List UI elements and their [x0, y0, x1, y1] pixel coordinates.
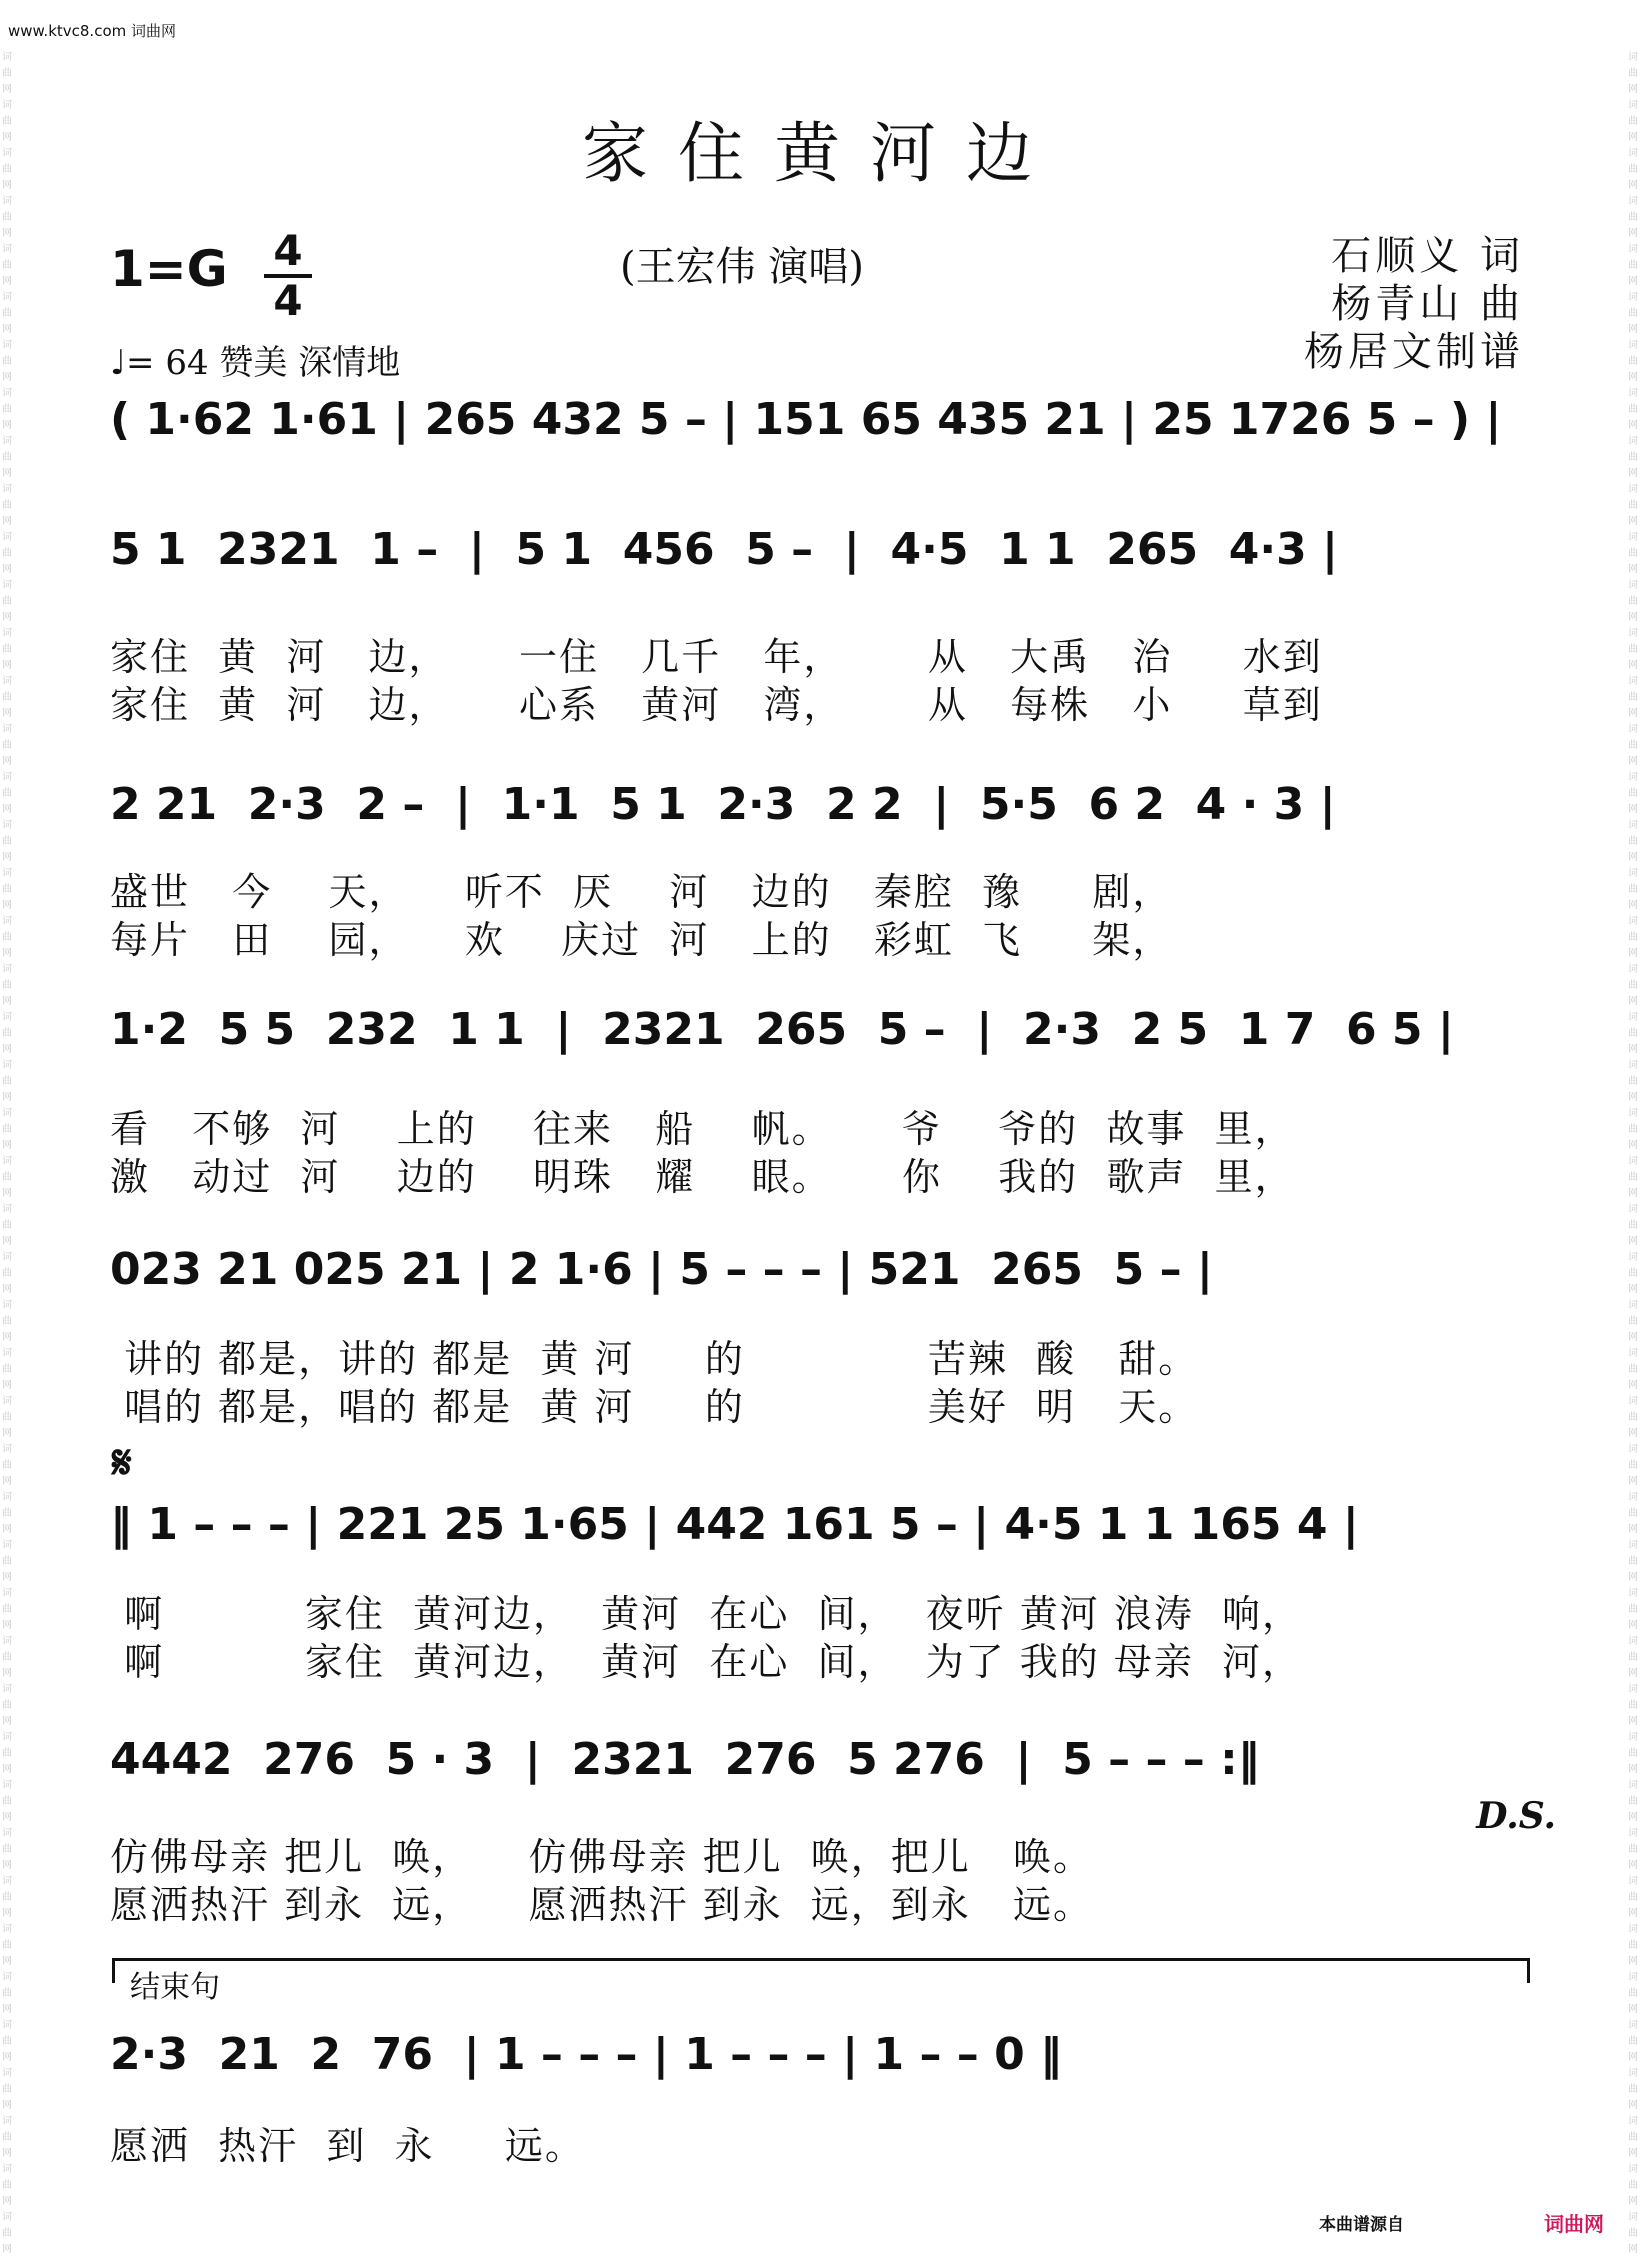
lyrics-verse-2: 愿洒热汗 到永 远， 愿洒热汗 到永 远，到永 远。 [110, 1883, 1094, 1927]
performer: (王宏伟 演唱) [620, 244, 864, 290]
lyrics-verse-2: 啊 家住 黄河边， 黄河 在心 间， 为了 我的 母亲 河， [110, 1640, 1302, 1684]
lyrics-verse-2: 唱的 都是，唱的 都是 黄 河 的 美好 明 天。 [110, 1385, 1199, 1429]
site-url: www.ktvc8.com 词曲网 [8, 22, 177, 40]
key-signature: 1=G [110, 240, 228, 298]
lyrics-verse-2: 家住 黄 河 边， 心系 黄河 湾， 从 每株 小 草到 [110, 683, 1323, 727]
time-signature-bottom: 4 [273, 276, 303, 325]
score-system-3 [110, 995, 1530, 1201]
time-signature [264, 226, 312, 325]
lyrics-verse-2: 激 动过 河 边的 明珠 耀 眼。 你 我的 歌声 里， [110, 1155, 1295, 1199]
tempo-marking: ♩= 64 赞美 深情地 [110, 343, 401, 383]
footer-source: 本曲谱源自 [1319, 2215, 1404, 2235]
notation-line: ‖ 1 – – – | 221 25 1·65 | 442 161 5 – | 4·5 1 1 165 4 | [110, 1499, 1359, 1550]
notation-line: 2·3 21 2 76 | 1 – – – | 1 – – – | 1 – – 0 ‖ [110, 2029, 1063, 2080]
score-system-5 [110, 1490, 1530, 1686]
lyricist: 石顺义 词 [1331, 233, 1524, 279]
score-system-1 [110, 515, 1530, 729]
score-system-4 [110, 1235, 1530, 1431]
lyrics-verse-1: 啊 家住 黄河边， 黄河 在心 间， 夜听 黄河 浪涛 响， [110, 1592, 1302, 1636]
lyrics-ending: 愿洒 热汗 到 永 远。 [110, 2124, 585, 2168]
credits [1304, 232, 1524, 376]
composer: 杨青山 曲 [1331, 281, 1524, 327]
dal-segno-mark: D.S. [1476, 1795, 1556, 1837]
time-signature-top: 4 [273, 226, 303, 275]
notation-line: 5 1 2321 1 – | 5 1 456 5 – | 4·5 1 1 265 4·3 | [110, 524, 1339, 575]
segno-sign: 𝄋 [112, 1435, 132, 1489]
lyrics-verse-1: 仿佛母亲 把儿 唤， 仿佛母亲 把儿 唤，把儿 唤。 [110, 1835, 1094, 1879]
notation-line: 4442 276 5 · 3 | 2321 276 5 276 | 5 – – – :‖ [110, 1734, 1260, 1785]
notation-line: 1·2 5 5 232 1 1 | 2321 265 5 – | 2·3 2 5 1 7 6 5 | [110, 1004, 1454, 1055]
notation-line: 2 21 2·3 2 – | 1·1 5 1 2·3 2 2 | 5·5 6 2 4 · 3 | [110, 779, 1336, 830]
notation-line: 023 21 025 21 | 2 1·6 | 5 – – – | 521 265 5 – | [110, 1244, 1213, 1295]
ending-bracket [112, 1958, 1530, 1983]
score-system-intro [110, 385, 1530, 455]
side-watermark-right: 词曲网词曲网词曲网词曲网词曲网词曲网词曲网词曲网词曲网词曲网词曲网词曲网词曲网词曲网词曲网词曲网词曲网词曲网词曲网词曲网词曲网词曲网词曲网词曲网词曲网词曲网词曲网词曲网词曲网词曲网词曲网词曲网词曲网词曲网词曲网词曲网词曲网词曲网词曲网词曲网词曲网词曲网词曲网词曲网词曲网词曲网 [1628, 52, 1638, 2255]
notation-line: ( 1·62 1·61 | 265 432 5 – | 151 65 435 21 | 25 1726 5 – ) | [110, 394, 1502, 445]
score-system-2 [110, 770, 1530, 964]
arranger: 杨居文制谱 [1304, 329, 1524, 375]
score-system-ending [110, 2020, 1530, 2170]
lyrics-verse-1: 家住 黄 河 边， 一住 几千 年， 从 大禹 治 水到 [110, 635, 1323, 679]
lyrics-verse-1: 讲的 都是，讲的 都是 黄 河 的 苦辣 酸 甜。 [110, 1337, 1199, 1381]
lyrics-verse-1: 看 不够 河 上的 往来 船 帆。 爷 爷的 故事 里， [110, 1107, 1295, 1151]
side-watermark-left: 词曲网词曲网词曲网词曲网词曲网词曲网词曲网词曲网词曲网词曲网词曲网词曲网词曲网词曲网词曲网词曲网词曲网词曲网词曲网词曲网词曲网词曲网词曲网词曲网词曲网词曲网词曲网词曲网词曲网词曲网词曲网词曲网词曲网词曲网词曲网词曲网词曲网词曲网词曲网词曲网词曲网词曲网词曲网词曲网词曲网词曲网 [2, 52, 12, 2255]
song-title: 家住黄河边 [582, 115, 1062, 192]
ending-label: 结束句 [130, 1970, 220, 2005]
lyrics-verse-1: 盛世 今 天， 听不 厌 河 边的 秦腔 豫 剧， [110, 870, 1173, 914]
lyrics-verse-2: 每片 田 园， 欢 庆过 河 上的 彩虹 飞 架， [110, 918, 1173, 962]
score-system-6 [110, 1725, 1530, 1929]
footer-logo[interactable]: 词曲网 [1544, 2212, 1604, 2236]
